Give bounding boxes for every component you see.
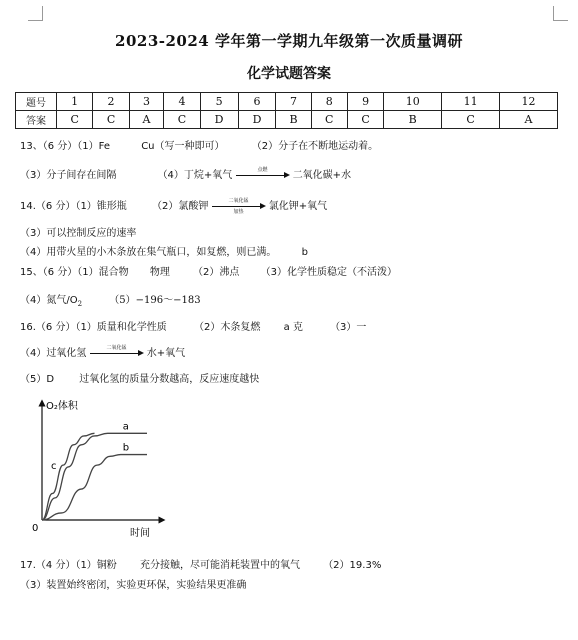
q14-answer-2-reactant: （2）氯酸钾 [152,201,209,212]
q16-answer-5-explanation: 过氧化氢的质量分数越高，反应速度越快 [79,374,260,385]
q14-answer-2-products: 氯化钾+氧气 [268,201,328,212]
table-cell-number: 9 [347,93,383,111]
q15-answer-5: （5）−196～−183 [109,295,201,306]
table-cell-number: 3 [129,93,164,111]
reaction-arrow [236,169,290,181]
page-corner-mark-left [28,6,43,21]
table-cell-answer: C [164,111,200,129]
reaction-catalyst: 二氧化锰 [228,198,249,204]
q16-answer-2-mass: a 克 [283,322,303,333]
table-cell-number: 7 [276,93,311,111]
q16-answer-5: （5）D [20,374,55,385]
page-corner-mark-right [553,6,568,21]
q16-answer-3: （3）一 [330,322,367,333]
q16-answer-4-reactant: （4）过氧化氢 [20,348,87,359]
table-cell-number: 11 [442,93,500,111]
table-cell-number: 8 [311,93,347,111]
q15-line-2 [20,291,201,308]
reaction-arrow [90,347,144,359]
table-cell-answer: C [442,111,500,129]
q17-line-2 [20,576,246,591]
q17-answer-2: （2）19.3% [323,560,382,571]
q15-answer-2: （2）沸点 [193,267,240,278]
reaction-arrow [212,198,266,215]
q17-answer-1-reason: 充分接触，尽可能消耗装置中的氧气 [140,560,300,571]
table-cell-answer: C [347,111,383,129]
table-cell-number: 12 [500,93,558,111]
question-number-row [16,93,558,111]
x-axis-label: 时间 [130,528,150,539]
series-label-b: b [122,442,130,454]
table-cell-number: 10 [384,93,442,111]
q17-line-1 [20,556,381,571]
origin-label: 0 [32,523,39,534]
table-cell-number: 4 [164,93,200,111]
table-cell-answer: C [311,111,347,129]
table-cell-number: 1 [57,93,93,111]
table-cell-answer: B [276,111,311,129]
q15-answer-3: （3）化学性质稳定（不活泼） [260,267,397,278]
table-cell-answer: C [93,111,129,129]
table-cell-answer: D [238,111,276,129]
q16-answer-2: （2）木条复燃 [194,322,261,333]
row-label-question-number: 题号 [16,93,57,111]
q15-answer-4: （4）氮气/O [20,295,78,306]
answer-row [16,111,558,129]
q13-answer-4-reactants: （4）丁烷+氧气 [157,170,233,181]
q14-line-2 [20,224,136,239]
table-cell-answer: C [57,111,93,129]
q17-answer-3: （3）装置始终密闭，实验更环保，实验结果更准确 [20,580,247,591]
q16-answer-1: 16.（6 分）（1）质量和化学性质 [20,322,167,333]
q13-line-1 [20,137,378,152]
q15-answer-1-change: 物理 [149,267,170,278]
q16-line-2 [20,344,185,359]
series-line-b [42,455,147,520]
table-cell-answer: D [200,111,238,129]
reaction-catalyst: 二氧化锰 [106,345,127,351]
q14-answer-4-choice: b [301,247,308,258]
series-label-a: a [122,421,129,433]
q16-answer-4-products: 水+氧气 [146,348,186,359]
q16-line-1 [20,318,366,333]
series-label-c: c [51,461,57,473]
q13-answer-2: （2）分子在不断地运动着。 [251,141,379,152]
table-cell-number: 6 [238,93,276,111]
answer-table [15,92,558,129]
q13-answer-1-alt: Cu（写一种即可） [141,141,225,152]
q14-line-1 [20,197,328,215]
q14-answer-3: （3）可以控制反应的速率 [20,228,137,239]
q13-answer-3: （3）分子间存在间隔 [20,170,117,181]
table-cell-answer: B [384,111,442,129]
reaction-condition: 加热 [233,209,244,215]
q15-line-1 [20,263,397,278]
table-cell-number: 2 [93,93,129,111]
series-layer [42,421,147,520]
table-cell-answer: A [129,111,164,129]
q15-answer-1: 15、（6 分）（1）混合物 [20,267,129,278]
q14-answer-1: 14.（6 分）（1）锥形瓶 [20,201,127,212]
reaction-condition: 点燃 [257,167,268,173]
q16-line-3 [20,370,259,385]
q13-answer-1: 13、（6 分）（1）Fe [20,141,110,152]
q14-answer-4: （4）用带火星的小木条放在集气瓶口，如复燃，则已满。 [20,247,277,258]
table-cell-answer: A [500,111,558,129]
document-title: 2023-2024 学年第一学期九年级第一次质量调研 [115,32,463,50]
table-cell-number: 5 [200,93,238,111]
row-label-answer: 答案 [16,111,57,129]
q13-line-2 [20,166,351,181]
q13-answer-4-products: 二氧化碳+水 [292,170,352,181]
subscript-2: 2 [77,300,83,308]
document-subtitle: 化学试题答案 [247,66,331,82]
q17-answer-1: 17.（4 分）（1）铜粉 [20,560,117,571]
q14-line-3 [20,243,308,258]
y-axis-label: O₂体积 [46,401,78,412]
oxygen-volume-chart [22,395,172,543]
